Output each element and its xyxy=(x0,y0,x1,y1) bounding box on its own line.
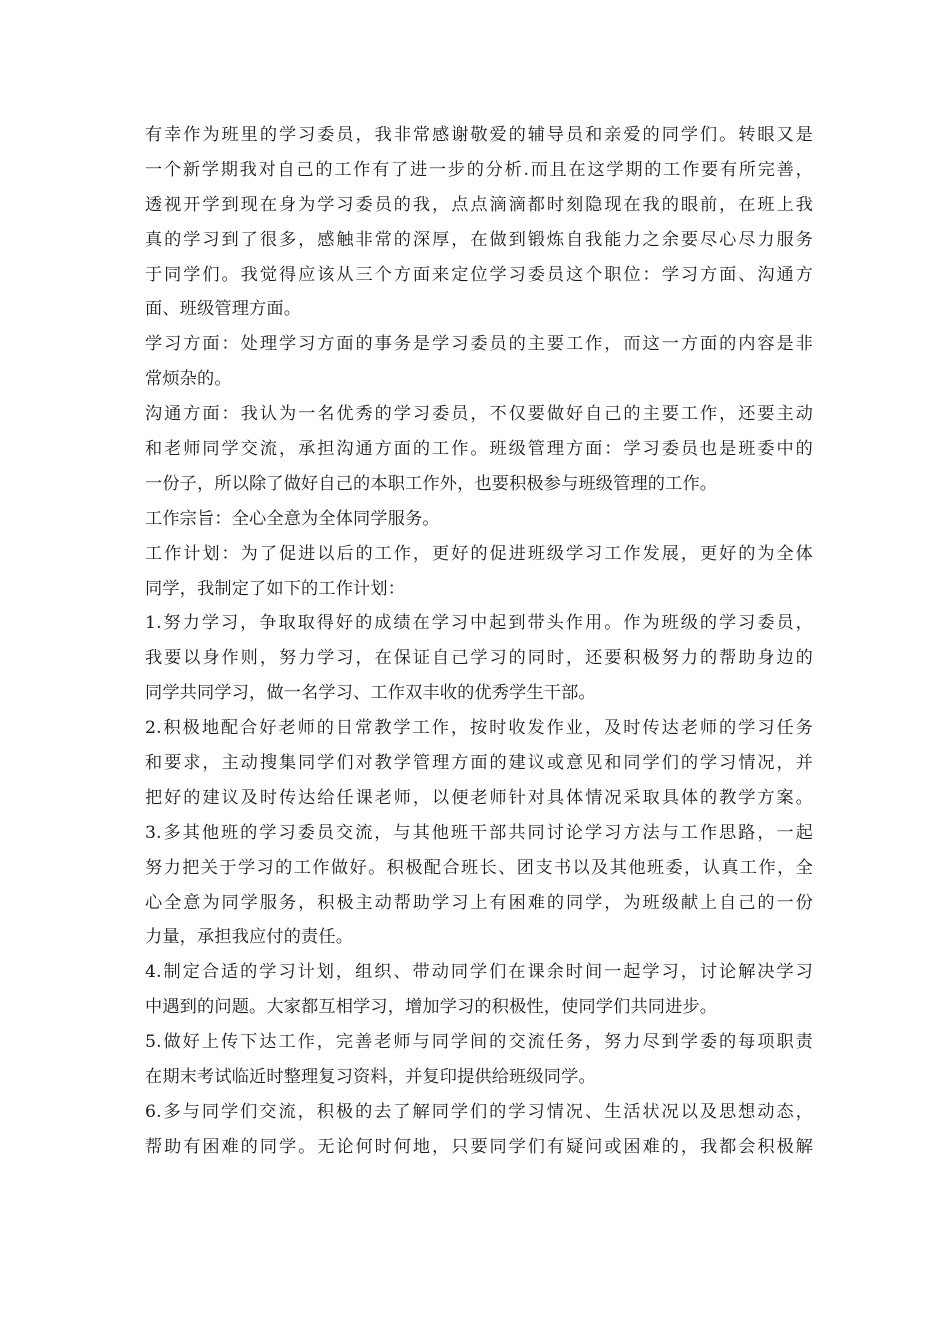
text-line: 1.努力学习，争取取得好的成绩在学习中起到带头作用。作为班级的学习委员， xyxy=(145,613,813,634)
text-line: 帮助有困难的同学。无论何时何地，只要同学们有疑问或困难的，我都会积极解 xyxy=(145,1136,813,1157)
text-line: 6.多与同学们交流，积极的去了解同学们的学习情况、生活状况以及思想动态， xyxy=(145,1101,813,1122)
text-line: 4.制定合适的学习计划，组织、带动同学们在课余时间一起学习，讨论解决学习 xyxy=(145,962,813,983)
text-line: 透视开学到现在身为学习委员的我，点点滴滴都时刻隐现在我的眼前，在班上我 xyxy=(145,194,813,215)
text-line: 同学，我制定了如下的工作计划： xyxy=(145,578,406,599)
text-line: 中遇到的问题。大家都互相学习，增加学习的积极性，使同学们共同进步。 xyxy=(145,997,718,1018)
text-line: 同学共同学习，做一名学习、工作双丰收的优秀学生干部。 xyxy=(145,683,596,704)
text-line: 工作宗旨：全心全意为全体同学服务。 xyxy=(145,508,440,529)
text-line: 我要以身作则，努力学习，在保证自己学习的同时，还要积极努力的帮助身边的 xyxy=(145,648,813,669)
text-line: 心全意为同学服务，积极主动帮助学习上有困难的同学，为班级献上自己的一份 xyxy=(145,892,813,913)
text-line: 3.多其他班的学习委员交流，与其他班干部共同讨论学习方法与工作思路，一起 xyxy=(145,822,813,843)
text-line: 和老师同学交流，承担沟通方面的工作。班级管理方面：学习委员也是班委中的 xyxy=(145,439,813,460)
text-line: 努力把关于学习的工作做好。积极配合班长、团支书以及其他班委，认真工作，全 xyxy=(145,857,813,878)
text-line: 常烦杂的。 xyxy=(145,369,232,390)
text-line: 5.做好上传下达工作，完善老师与同学间的交流任务，努力尽到学委的每项职责 xyxy=(145,1032,813,1053)
text-line: 学习方面：处理学习方面的事务是学习委员的主要工作，而这一方面的内容是非 xyxy=(145,334,813,355)
text-line: 把好的建议及时传达给任课老师，以便老师针对具体情况采取具体的教学方案。 xyxy=(145,787,813,808)
text-line: 力量，承担我应付的责任。 xyxy=(145,927,354,948)
document-body xyxy=(145,118,813,1165)
text-line: 有幸作为班里的学习委员，我非常感谢敬爱的辅导员和亲爱的同学们。转眼又是 xyxy=(145,125,813,145)
text-line: 于同学们。我觉得应该从三个方面来定位学习委员这个职位：学习方面、沟通方 xyxy=(145,264,813,285)
text-line: 面、班级管理方面。 xyxy=(145,299,302,320)
text-line: 2.积极地配合好老师的日常教学工作，按时收发作业，及时传达老师的学习任务 xyxy=(145,718,813,739)
text-line: 和要求，主动搜集同学们对教学管理方面的建议或意见和同学们的学习情况，并 xyxy=(145,753,813,774)
text-line: 真的学习到了很多，感触非常的深厚，在做到锻炼自我能力之余要尽心尽力服务 xyxy=(145,229,813,250)
text-line: 在期末考试临近时整理复习资料，并复印提供给班级同学。 xyxy=(145,1067,596,1088)
text-line: 一份子，所以除了做好自己的本职工作外，也要积极参与班级管理的工作。 xyxy=(145,473,718,494)
text-line: 沟通方面：我认为一名优秀的学习委员，不仅要做好自己的主要工作，还要主动 xyxy=(145,404,813,425)
text-line: 工作计划：为了促进以后的工作，更好的促进班级学习工作发展，更好的为全体 xyxy=(145,543,813,564)
text-line: 一个新学期我对自己的工作有了进一步的分析.而且在这学期的工作要有所完善， xyxy=(145,159,813,180)
